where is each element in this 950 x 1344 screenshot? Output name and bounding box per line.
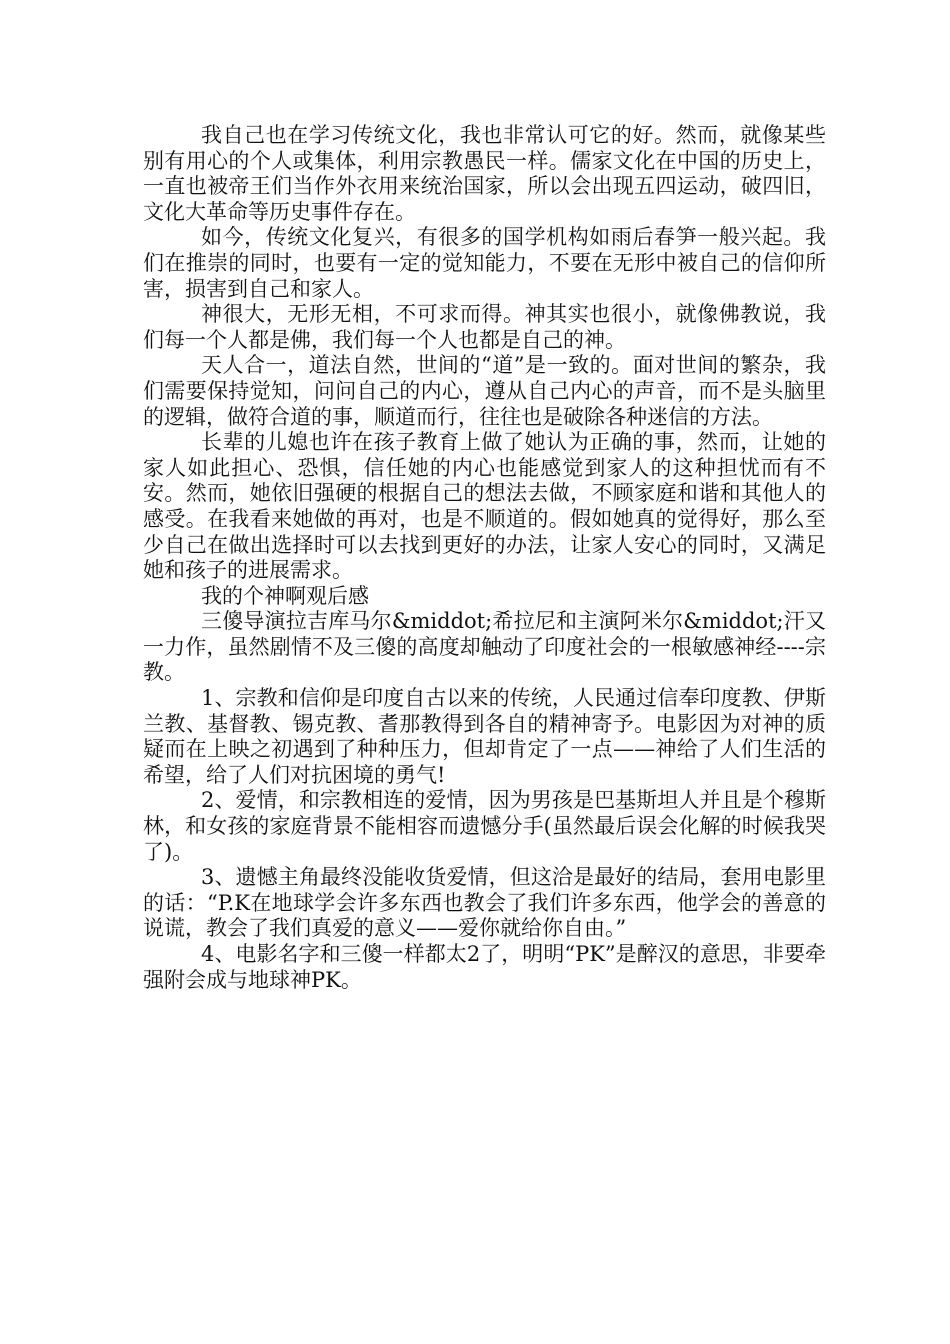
paragraph-god: 神很大，无形无相，不可求而得。神其实也很小，就像佛教说，我们每一个人都是佛，我们每一个人也都是自己的神。	[143, 302, 826, 352]
list-item-1: 1、宗教和信仰是印度自古以来的传统，人民通过信奉印度教、伊斯兰教、基督教、锡克教、耆那教得到各自的精神寄予。电影因为对神的质疑而在上映之初遇到了种种压力，但却肯定了一点——神给了人们生活的希望，给了人们对抗困境的勇气!	[143, 686, 826, 787]
paragraph-film-intro: 三傻导演拉吉库马尔&middot;希拉尼和主演阿米尔&middot;汗又一力作，虽然剧情不及三傻的高度却触动了印度社会的一根敏感神经----宗教。	[143, 609, 826, 685]
paragraph-culture-revival: 如今，传统文化复兴，有很多的国学机构如雨后春笋一般兴起。我们在推崇的同时，也要有一定的觉知能力，不要在无形中被自己的信仰所害，损害到自己和家人。	[143, 225, 826, 301]
list-item-2: 2、爱情，和宗教相连的爱情，因为男孩是巴基斯坦人并且是个穆斯林，和女孩的家庭背景不能相容而遗憾分手(虽然最后误会化解的时候我哭了)。	[143, 788, 826, 864]
list-item-3: 3、遗憾主角最终没能收货爱情，但这洽是最好的结局，套用电影里的话：“P.K在地球学会许多东西也教会了我们许多东西，他学会的善意的说谎，教会了我们真爱的意义——爱你就给你自由。”	[143, 865, 826, 941]
section-title: 我的个神啊观后感	[201, 583, 369, 608]
list-item-4: 4、电影名字和三傻一样都太2了，明明“PK”是醉汉的意思，非要牵强附会成与地球神PK。	[143, 942, 826, 992]
document-body	[143, 123, 826, 993]
paragraph-daughter-in-law: 长辈的儿媳也许在孩子教育上做了她认为正确的事，然而，让她的家人如此担心、恐惧，信任她的内心也能感觉到家人的这种担忧而有不安。然而，她依旧强硬的根据自己的想法去做，不顾家庭和谐和其他人的感受。在我看来她做的再对，也是不顺道的。假如她真的觉得好，那么至少自己在做出选择时可以去找到更好的办法，让家人安心的同时，又满足她和孩子的进展需求。	[143, 430, 826, 583]
paragraph-dao: 天人合一，道法自然，世间的“道”是一致的。面对世间的繁杂，我们需要保持觉知，问问自己的内心，遵从自己内心的声音，而不是头脑里的逻辑，做符合道的事，顺道而行，往往也是破除各种迷信的方法。	[143, 353, 826, 429]
paragraph-traditional-culture: 我自己也在学习传统文化，我也非常认可它的好。然而，就像某些别有用心的个人或集体，利用宗教愚民一样。儒家文化在中国的历史上，一直也被帝王们当作外衣用来统治国家，所以会出现五四运动，破四旧，文化大革命等历史事件存在。	[143, 123, 826, 224]
